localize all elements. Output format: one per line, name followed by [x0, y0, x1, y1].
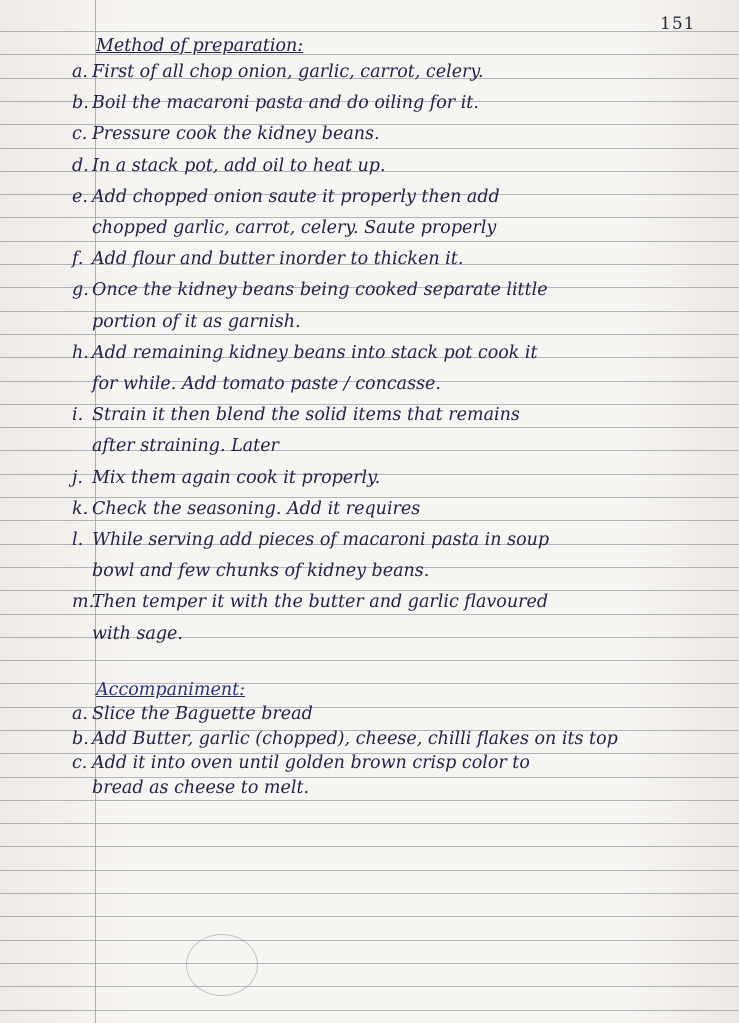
method-step-line	[92, 218, 497, 238]
accompaniment-step-text: Add it into oven until golden brown crisp color to	[92, 753, 530, 773]
method-step-label: f.	[72, 249, 84, 269]
method-step-text: While serving add pieces of macaroni pasta in soup	[92, 530, 550, 550]
method-step-line	[72, 280, 548, 300]
method-step-text: Then temper it with the butter and garlic flavoured	[92, 592, 549, 612]
method-step-line	[72, 499, 421, 519]
method-step-line	[72, 592, 549, 612]
method-step-text: Add chopped onion saute it properly then add	[92, 187, 500, 207]
method-step-text: portion of it as garnish.	[92, 312, 301, 332]
method-step-line	[72, 468, 381, 488]
method-step-label: a.	[72, 62, 88, 82]
accompaniment-step-line	[72, 753, 530, 773]
ruled-line	[0, 590, 739, 591]
method-step-text: In a stack pot, add oil to heat up.	[92, 156, 386, 176]
method-step-line	[72, 124, 380, 144]
method-step-text: chopped garlic, carrot, celery. Saute properly	[92, 218, 497, 238]
accompaniment-step-line	[72, 729, 618, 749]
method-step-line	[92, 436, 279, 456]
ruled-line	[0, 823, 739, 824]
accompaniment-step-text: bread as cheese to melt.	[92, 778, 310, 798]
method-step-text: Mix them again cook it properly.	[92, 468, 381, 488]
method-step-text: Pressure cook the kidney beans.	[92, 124, 380, 144]
method-step-label: d.	[72, 156, 89, 176]
method-step-line	[92, 624, 183, 644]
method-step-label: m.	[72, 592, 95, 612]
method-step-label: g.	[72, 280, 89, 300]
method-step-line	[92, 561, 430, 581]
method-step-label: k.	[72, 499, 89, 519]
method-step-line	[72, 343, 538, 363]
accompaniment-heading: Accompaniment:	[96, 680, 246, 700]
page-number: 151	[660, 14, 696, 34]
method-step-text: after straining. Later	[92, 436, 279, 456]
ruled-line	[0, 800, 739, 801]
accompaniment-step-label: b.	[72, 729, 89, 749]
method-step-line	[72, 249, 464, 269]
accompaniment-step-line	[92, 778, 310, 798]
accompaniment-step-text: Slice the Baguette bread	[92, 704, 313, 724]
ruled-line	[0, 846, 739, 847]
ruled-line	[0, 940, 739, 941]
method-step-line	[72, 62, 484, 82]
method-step-label: b.	[72, 93, 89, 113]
ruled-line	[0, 31, 739, 32]
ruled-line	[0, 986, 739, 987]
method-step-line	[72, 530, 550, 550]
method-step-line	[72, 156, 386, 176]
ruled-line	[0, 497, 739, 498]
method-step-line	[72, 187, 500, 207]
accompaniment-step-label: a.	[72, 704, 88, 724]
ruled-line	[0, 963, 739, 964]
method-step-label: h.	[72, 343, 89, 363]
method-step-text: for while. Add tomato paste / concasse.	[92, 374, 441, 394]
pencil-circle	[186, 934, 258, 996]
method-step-label: c.	[72, 124, 88, 144]
method-step-label: l.	[72, 530, 84, 550]
accompaniment-step-line	[72, 704, 313, 724]
method-step-text: Strain it then blend the solid items that remains	[92, 405, 520, 425]
ruled-line	[0, 334, 739, 335]
ruled-line	[0, 148, 739, 149]
method-step-text: Boil the macaroni pasta and do oiling for it.	[92, 93, 479, 113]
ruled-line	[0, 427, 739, 428]
method-step-text: Once the kidney beans being cooked separate little	[92, 280, 548, 300]
ruled-line	[0, 241, 739, 242]
accompaniment-step-text: Add Butter, garlic (chopped), cheese, chilli flakes on its top	[92, 729, 618, 749]
ruled-line	[0, 1010, 739, 1011]
method-step-text: bowl and few chunks of kidney beans.	[92, 561, 430, 581]
method-step-text: Check the seasoning. Add it requires	[92, 499, 421, 519]
method-step-label: i.	[72, 405, 84, 425]
method-step-label: j.	[72, 468, 83, 488]
method-step-text: First of all chop onion, garlic, carrot, celery.	[92, 62, 484, 82]
method-step-line	[92, 374, 441, 394]
method-step-line	[72, 405, 520, 425]
ruled-line	[0, 870, 739, 871]
method-step-text: with sage.	[92, 624, 183, 644]
ruled-line	[0, 660, 739, 661]
method-step-label: e.	[72, 187, 88, 207]
ruled-line	[0, 614, 739, 615]
method-heading: Method of preparation:	[96, 36, 304, 56]
accompaniment-step-label: c.	[72, 753, 88, 773]
ruled-line	[0, 520, 739, 521]
method-step-line	[72, 93, 479, 113]
method-step-line	[92, 312, 301, 332]
ruled-line	[0, 893, 739, 894]
method-step-text: Add remaining kidney beans into stack pot cook it	[92, 343, 538, 363]
method-step-text: Add flour and butter inorder to thicken it.	[92, 249, 464, 269]
ruled-line	[0, 916, 739, 917]
